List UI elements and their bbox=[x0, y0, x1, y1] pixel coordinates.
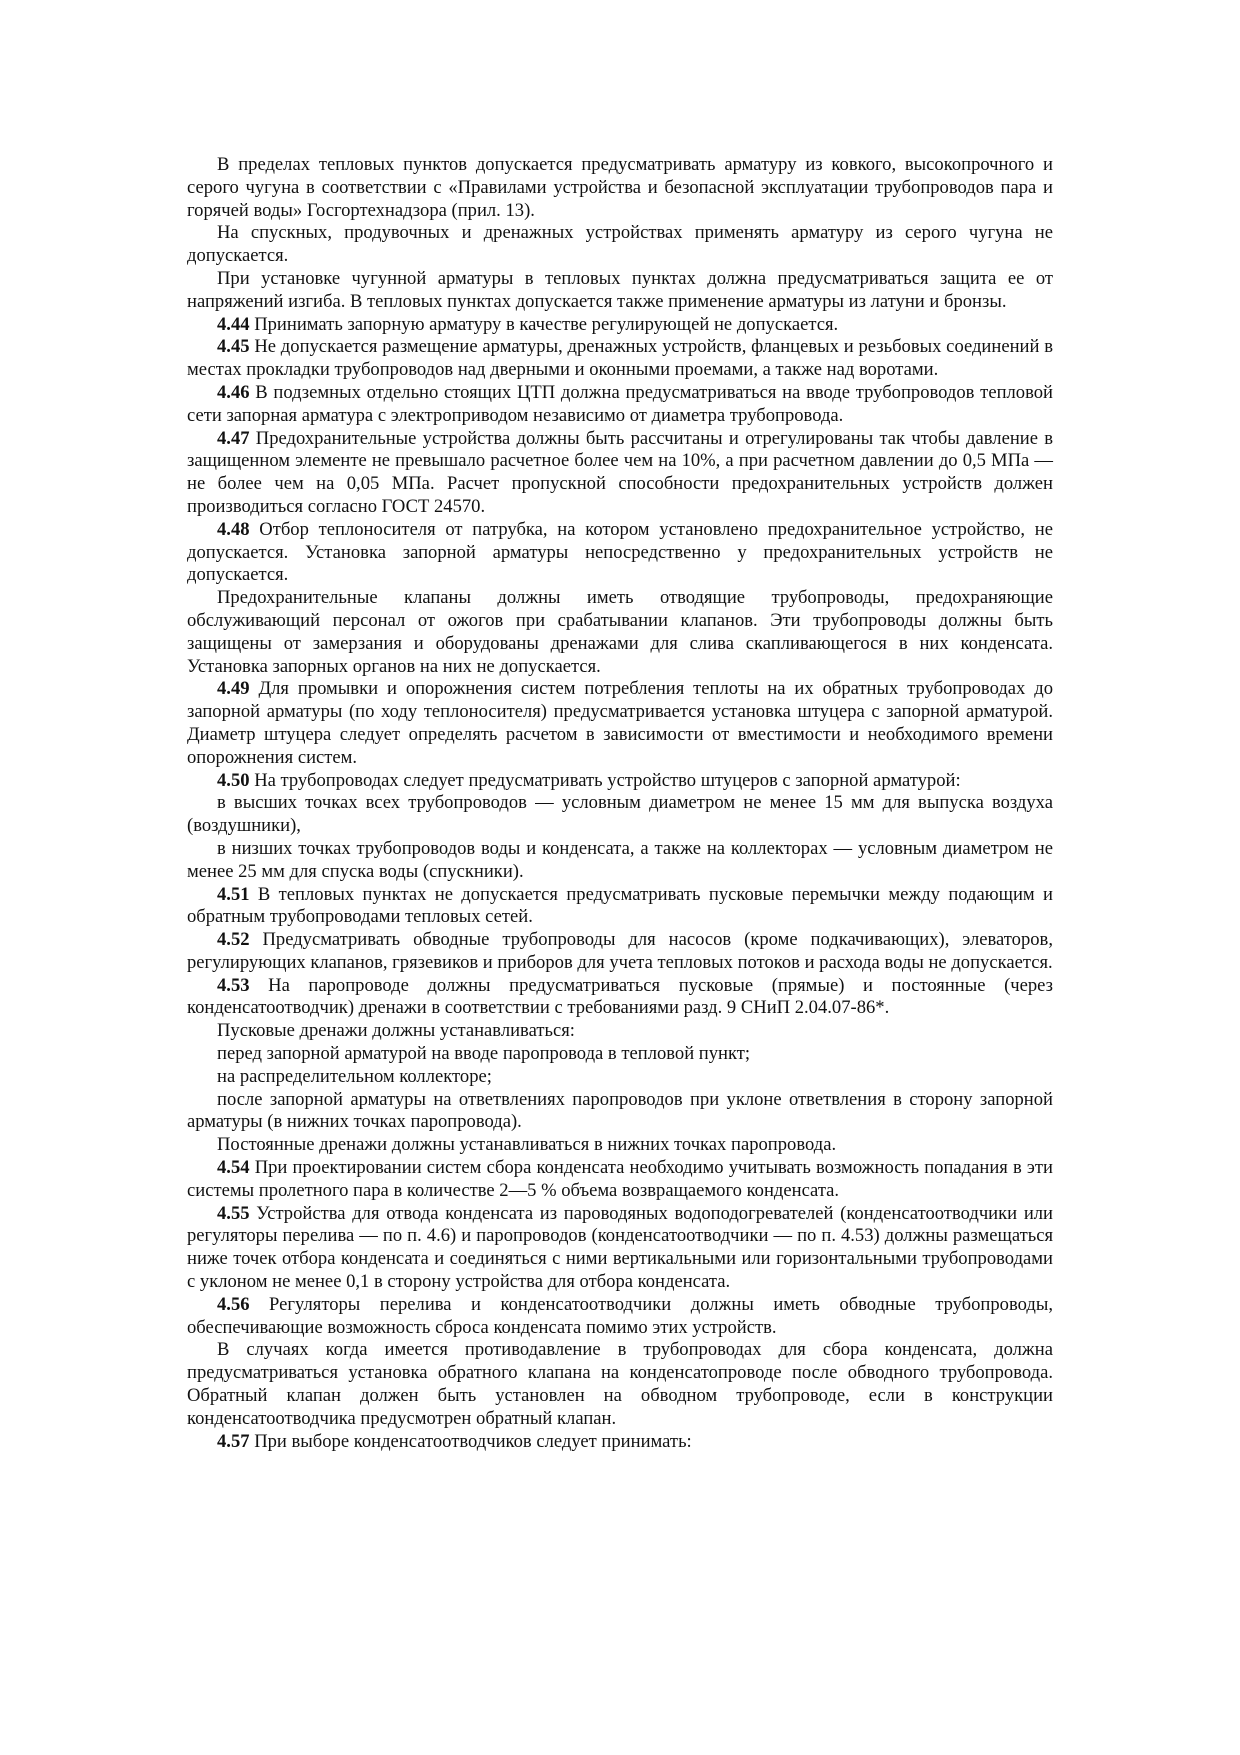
paragraph bbox=[187, 1066, 1053, 1089]
paragraph-text: на распределительном коллекторе; bbox=[217, 1065, 492, 1087]
paragraph-text: Регуляторы перелива и конденсатоотводчики должны иметь обводные трубопроводы, обеспечивающие возможность сброса конденсата помимо этих устройств. bbox=[187, 1293, 1053, 1338]
paragraph bbox=[187, 1020, 1053, 1043]
clause-number: 4.57 bbox=[217, 1430, 250, 1452]
paragraph-text: Отбор теплоносителя от патрубка, на котором установлено предохранительное устройство, не допускается. Установка запорной арматуры непосредственно у предохранительных устройств не допускается. bbox=[187, 518, 1053, 586]
clause-number: 4.45 bbox=[217, 336, 250, 358]
paragraph bbox=[187, 1203, 1053, 1294]
paragraph bbox=[187, 222, 1053, 268]
paragraph bbox=[187, 884, 1053, 930]
paragraph bbox=[187, 1339, 1053, 1430]
paragraph-text: При установке чугунной арматуры в тепловых пунктах должна предусматриваться защита ее от напряжений изгиба. В тепловых пунктах допускается также применение арматуры из латуни и бронзы. bbox=[187, 267, 1053, 312]
paragraph bbox=[187, 838, 1053, 884]
paragraph bbox=[187, 678, 1053, 769]
paragraph-text: Для промывки и опорожнения систем потребления теплоты на их обратных трубопроводах до запорной арматуры (по ходу теплоносителя) предусматривается установка штуцера с запорной арматурой. Диаметр штуцера следует определять расчетом в зависимости от вместимости и необходимого времени опорожнения систем. bbox=[187, 678, 1053, 768]
paragraph bbox=[187, 975, 1053, 1021]
paragraph-text: Постоянные дренажи должны устанавливаться в нижних точках паропровода. bbox=[217, 1134, 837, 1156]
paragraph-text: Не допускается размещение арматуры, дренажных устройств, фланцевых и резьбовых соединений в местах прокладки трубопроводов над дверными и оконными проемами, а также над воротами. bbox=[187, 336, 1053, 381]
paragraph-text: Устройства для отвода конденсата из пароводяных водоподогревателей (конденсатоотводчики или регуляторы перелива — по п. 4.6) и паропроводов (конденсатоотводчики — по п. 4.53) должны размещаться ниже точек отбора конденсата и соединяться с ними вертикальными или горизонтальными трубопроводами с уклоном не менее 0,1 в сторону устройства для отбора конденсата. bbox=[187, 1202, 1054, 1293]
paragraph-text: в низших точках трубопроводов воды и конденсата, а также на коллекторах — условным диаметром не менее 25 мм для спуска воды (спускники). bbox=[187, 837, 1053, 882]
paragraph-text: Принимать запорную арматуру в качестве регулирующей не допускается. bbox=[254, 313, 839, 335]
paragraph bbox=[187, 1089, 1053, 1135]
paragraph-text: в высших точках всех трубопроводов — условным диаметром не менее 15 мм для выпуска воздуха (воздушники), bbox=[187, 792, 1053, 837]
clause-number: 4.47 bbox=[217, 427, 250, 449]
paragraph bbox=[187, 1134, 1053, 1157]
paragraph-text: В пределах тепловых пунктов допускается предусматривать арматуру из ковкого, высокопрочного и серого чугуна в соответствии с «Правилами устройства и безопасной эксплуатации трубопроводов пара и горячей воды» Госгортехнадзора (прил. 13). bbox=[187, 154, 1053, 221]
paragraph bbox=[187, 382, 1053, 428]
paragraph bbox=[187, 314, 1053, 337]
paragraph-text: Пусковые дренажи должны устанавливаться: bbox=[217, 1020, 575, 1042]
paragraph-text: Предусматривать обводные трубопроводы для насосов (кроме подкачивающих), элеваторов, регулирующих клапанов, грязевиков и приборов для учета тепловых потоков и расхода воды не допускается. bbox=[187, 929, 1053, 973]
paragraph bbox=[187, 268, 1053, 314]
clause-number: 4.52 bbox=[217, 929, 250, 951]
clause-number: 4.56 bbox=[217, 1293, 250, 1315]
paragraph-text: При проектировании систем сбора конденсата необходимо учитывать возможность попадания в эти системы пролетного пара в количестве 2—5 % объема возвращаемого конденсата. bbox=[187, 1157, 1053, 1201]
paragraph bbox=[187, 792, 1053, 838]
clause-number: 4.50 bbox=[217, 769, 250, 791]
paragraph-text: перед запорной арматурой на вводе паропровода в тепловой пункт; bbox=[217, 1043, 751, 1065]
paragraph-text: Предохранительные устройства должны быть рассчитаны и отрегулированы так чтобы давление в защищенном элементе не превышало расчетное более чем на 10%, а при расчетном давлении до 0,5 МПа — не более чем на 0,05 МПа. Расчет пропускной способности предохранительных устройств должен производиться согласно ГОСТ 24570. bbox=[187, 427, 1053, 517]
paragraph bbox=[187, 1043, 1053, 1066]
paragraph-text: На трубопроводах следует предусматривать устройство штуцеров с запорной арматурой: bbox=[254, 769, 961, 791]
paragraph-text: Предохранительные клапаны должны иметь отводящие трубопроводы, предохраняющие обслуживающий персонал от ожогов при срабатывании клапанов. Эти трубопроводы должны быть защищены от замерзания и оборудованы дренажами для слива скапливающегося в них конденсата. Установка запорных органов на них не допускается. bbox=[187, 587, 1053, 677]
paragraph bbox=[187, 1157, 1053, 1203]
paragraph-text: При выборе конденсатоотводчиков следует принимать: bbox=[254, 1430, 692, 1452]
clause-number: 4.54 bbox=[217, 1157, 250, 1179]
paragraph bbox=[187, 770, 1053, 793]
clause-number: 4.53 bbox=[217, 974, 250, 996]
paragraph bbox=[187, 929, 1053, 975]
clause-number: 4.55 bbox=[217, 1202, 250, 1224]
paragraph bbox=[187, 428, 1053, 519]
paragraph-text: На спускных, продувочных и дренажных устройствах применять арматуру из серого чугуна не допускается. bbox=[187, 222, 1053, 267]
clause-number: 4.44 bbox=[217, 313, 250, 335]
paragraph bbox=[187, 154, 1053, 222]
paragraph bbox=[187, 336, 1053, 382]
paragraph-text: В случаях когда имеется противодавление в трубопроводах для сбора конденсата, должна предусматриваться установка обратного клапана на конденсатопроводе после обводного трубопровода. Обратный клапан должен быть установлен на обводном трубопроводе, если в конструкции конденсатоотводчика предусмотрен обратный клапан. bbox=[187, 1339, 1053, 1429]
paragraph-text: В подземных отдельно стоящих ЦТП должна предусматриваться на вводе трубопроводов тепловой сети запорная арматура с электроприводом независимо от диаметра трубопровода. bbox=[187, 381, 1053, 426]
clause-number: 4.48 bbox=[217, 518, 250, 540]
paragraph-text: На паропроводе должны предусматриваться пусковые (прямые) и постоянные (через конденсатоотводчик) дренажи в соответствии с требованиями разд. 9 СНиП 2.04.07-86*. bbox=[187, 974, 1053, 1019]
paragraph-text: В тепловых пунктах не допускается предусматривать пусковые перемычки между подающим и обратным трубопроводами тепловых сетей. bbox=[187, 883, 1053, 928]
paragraph bbox=[187, 519, 1053, 587]
paragraph bbox=[187, 1294, 1053, 1340]
paragraph-text: после запорной арматуры на ответвлениях паропроводов при уклоне ответвления в сторону запорной арматуры (в нижних точках паропровода). bbox=[187, 1088, 1053, 1133]
document-page bbox=[187, 154, 1053, 1453]
paragraph bbox=[187, 1431, 1053, 1454]
clause-number: 4.49 bbox=[217, 678, 250, 700]
clause-number: 4.46 bbox=[217, 381, 250, 403]
paragraph bbox=[187, 587, 1053, 678]
clause-number: 4.51 bbox=[217, 883, 250, 905]
